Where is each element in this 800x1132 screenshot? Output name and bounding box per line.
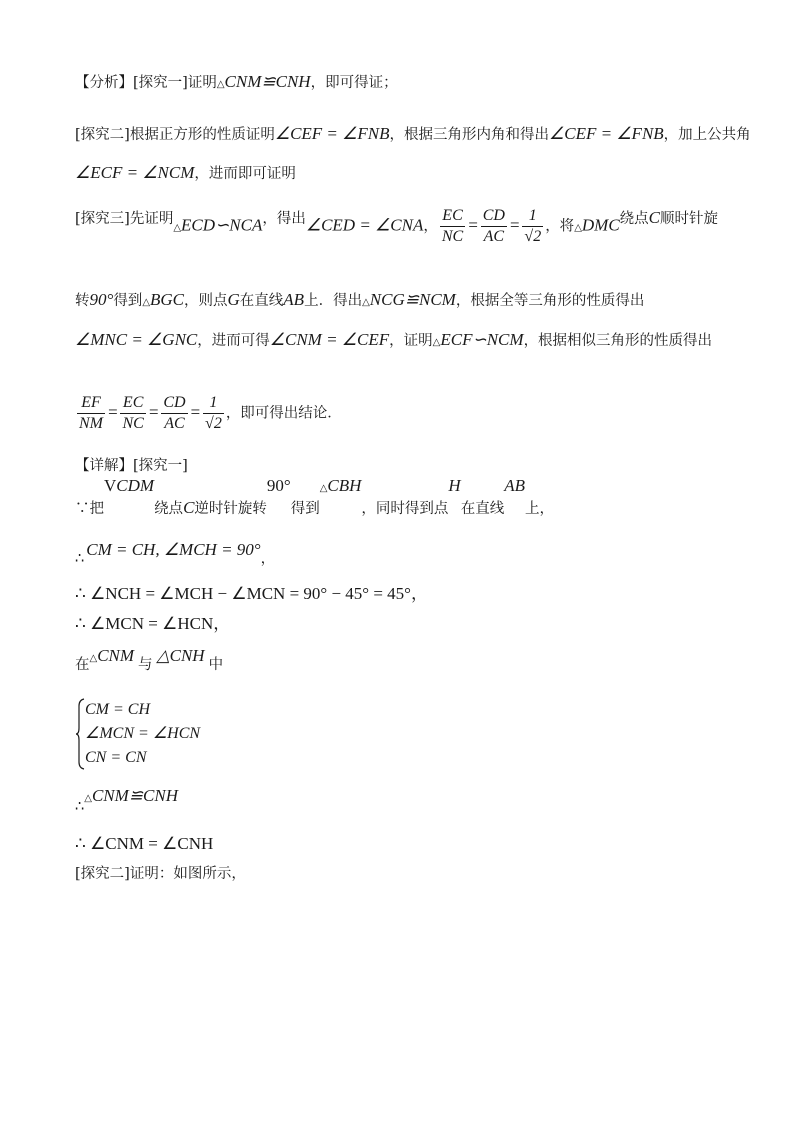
angle-equation: ∠CEF = ∠FNB <box>549 124 664 143</box>
congruence-expression: NCG≌NCM <box>369 290 456 309</box>
detail-text: 得到 <box>290 501 320 517</box>
equation: ∴ ∠CNM = ∠CNH <box>75 834 214 853</box>
triangle-name: CNM <box>97 646 135 665</box>
denominator: √2 <box>524 228 542 245</box>
congruence-expression: CNM≌CNH <box>91 786 178 805</box>
detail-text: ，同时得到点 <box>361 501 449 517</box>
detail-line-5 <box>75 646 730 676</box>
analysis-text: ，即可得证； <box>310 75 398 91</box>
analysis-line-1 <box>75 72 730 95</box>
analysis-text: ，则点 <box>184 293 228 309</box>
detail-text: 中 <box>208 657 224 673</box>
numerator: 1 <box>203 393 224 414</box>
fraction <box>440 206 465 247</box>
detail-line-3 <box>75 584 730 605</box>
angle-value: 90° <box>89 290 114 309</box>
detail-text: 逆时针旋转 <box>194 501 267 517</box>
triangle-icon: △ <box>574 222 582 234</box>
detail-label <box>75 456 730 476</box>
similarity-expression: ECF∽NCM <box>440 330 524 349</box>
analysis-text: ，进而可得 <box>197 333 270 349</box>
angle-equation: ∠ECF = ∠NCM <box>75 163 195 182</box>
system-line: CM = CH <box>85 701 151 718</box>
analysis-line-7: $\frac{EF}{NM}$ = $\frac{EC}{NC}$ = $\frac{CD}{AC}$ = $\frac{1}{√2}$ ，即可得出结论． <box>79 394 342 432</box>
triangle-icon: △ <box>84 793 92 804</box>
analysis-text: 在直线 <box>239 293 284 309</box>
triangle-icon: △ <box>89 653 98 664</box>
equation: ∴ ∠MCN = ∠HCN， <box>75 614 231 633</box>
line-label: AB <box>504 476 525 495</box>
left-brace-icon <box>75 698 85 770</box>
analysis-text: 转 <box>75 293 90 309</box>
analysis-text: ，加上公共角 <box>663 127 751 143</box>
numerator: EC <box>440 206 465 227</box>
detail-line-8 <box>75 864 730 884</box>
analysis-text: [探究三]先证明 <box>75 210 174 227</box>
equation-system <box>75 698 275 768</box>
analysis-text: ，进而即可证明 <box>194 166 296 182</box>
analysis-line-2 <box>75 124 751 145</box>
fraction <box>161 393 187 434</box>
triangle-icon: △ <box>319 483 328 494</box>
analysis-text: ，根据相似三角形的性质得出 <box>523 333 713 349</box>
numerator: CD <box>481 206 507 227</box>
equation: ∴ ∠NCH = ∠MCH − ∠MCN = 90° − 45° = 45°， <box>75 584 428 603</box>
system-lines <box>85 698 200 770</box>
analysis-text: ，即可得出结论． <box>225 405 342 422</box>
therefore-symbol: ∴ <box>75 551 85 567</box>
fraction <box>120 393 145 434</box>
denominator: AC <box>164 415 185 432</box>
triangle-icon: △ <box>216 79 225 90</box>
analysis-line-4: [探究三]先证明△ECD∽NCA，得出∠CED = ∠CNA， $\frac{EC}{NC}$ = $\frac{CD}{AC}$ = $\frac{1}{√2}$ ，将△DMC绕点C顺时针旋 <box>75 207 719 245</box>
triangle-icon: △ <box>173 222 182 234</box>
analysis-text: 顺时针旋 <box>660 210 719 227</box>
detail-text: 上， <box>524 501 554 517</box>
detail-text: 在直线 <box>460 501 505 517</box>
fraction <box>522 206 543 247</box>
analysis-text: ，得出 <box>262 210 306 227</box>
analysis-text: [探究二]根据正方形的性质证明 <box>75 127 275 143</box>
denominator: AC <box>483 228 505 245</box>
detail-text: 绕点 <box>154 501 184 517</box>
detail-text: 与 <box>138 657 153 673</box>
denominator: √2 <box>205 415 222 432</box>
numerator: EC <box>120 393 145 414</box>
detail-line-2 <box>75 540 730 570</box>
triangle-name: △CNH <box>156 646 205 665</box>
analysis-text: 绕点 <box>619 210 649 227</box>
analysis-text: 上．得出 <box>304 293 363 309</box>
analysis-text: ，根据全等三角形的性质得出 <box>455 293 645 309</box>
numerator: CD <box>161 393 187 414</box>
detail-line-6 <box>75 786 730 816</box>
triangle-name: CBH <box>327 476 362 495</box>
detail-text: [探究二]证明：如图所示， <box>75 866 246 882</box>
fraction <box>77 393 105 434</box>
analysis-text: [探究一]证明 <box>133 75 217 91</box>
point-label: C <box>648 207 661 227</box>
triangle-icon: V <box>104 476 117 495</box>
triangle-icon: △ <box>432 337 441 348</box>
triangle-name: DMC <box>581 215 620 235</box>
point-label: H <box>448 476 461 495</box>
congruence-expression: CNM≌CNH <box>224 72 311 91</box>
system-line: ∠MCN = ∠HCN <box>85 725 201 742</box>
numerator: EF <box>77 393 105 414</box>
angle-equation: ∠CED = ∠CNA <box>305 215 424 235</box>
fraction <box>481 206 507 247</box>
triangle-icon: △ <box>362 297 370 308</box>
because-symbol: ∵把 <box>75 501 104 517</box>
angle-value: 90° <box>266 476 291 495</box>
point-label: G <box>227 290 240 309</box>
analysis-text: 得到 <box>113 293 143 309</box>
analysis-label: 【分析】 <box>75 75 133 91</box>
angle-equation: ∠MNC = ∠GNC <box>75 330 198 349</box>
detail-line-1 <box>75 476 730 524</box>
analysis-text: ，根据三角形内角和得出 <box>389 127 549 143</box>
analysis-line-6 <box>75 330 730 353</box>
equation: CM = CH, ∠MCH = 90° <box>86 540 261 559</box>
angle-equation: ∠CEF = ∠FNB <box>274 124 390 143</box>
point-label: C <box>183 498 195 517</box>
line-label: AB <box>283 290 305 309</box>
triangle-icon: △ <box>142 297 151 308</box>
denominator: NC <box>122 415 144 432</box>
analysis-text: ，证明 <box>389 333 433 349</box>
detail-text: 在 <box>75 657 90 673</box>
similarity-expression: ECD∽NCA <box>181 215 263 235</box>
numerator: 1 <box>522 206 543 227</box>
detail-line-4 <box>75 614 730 635</box>
analysis-line-3 <box>75 163 730 184</box>
denominator: NC <box>441 228 464 245</box>
fraction <box>203 393 224 434</box>
detail-heading: 【详解】[探究一] <box>75 458 188 474</box>
triangle-name: BGC <box>150 290 185 309</box>
analysis-text: ，将 <box>545 218 575 235</box>
system-line: CN = CN <box>85 749 147 766</box>
detail-text: ， <box>260 551 276 567</box>
analysis-line-5 <box>75 290 730 313</box>
detail-line-7 <box>75 834 730 855</box>
therefore-symbol: ∴ <box>75 799 85 815</box>
denominator: NM <box>79 415 103 432</box>
angle-equation: ∠CNM = ∠CEF <box>269 330 390 349</box>
triangle-name: CDM <box>116 476 155 495</box>
